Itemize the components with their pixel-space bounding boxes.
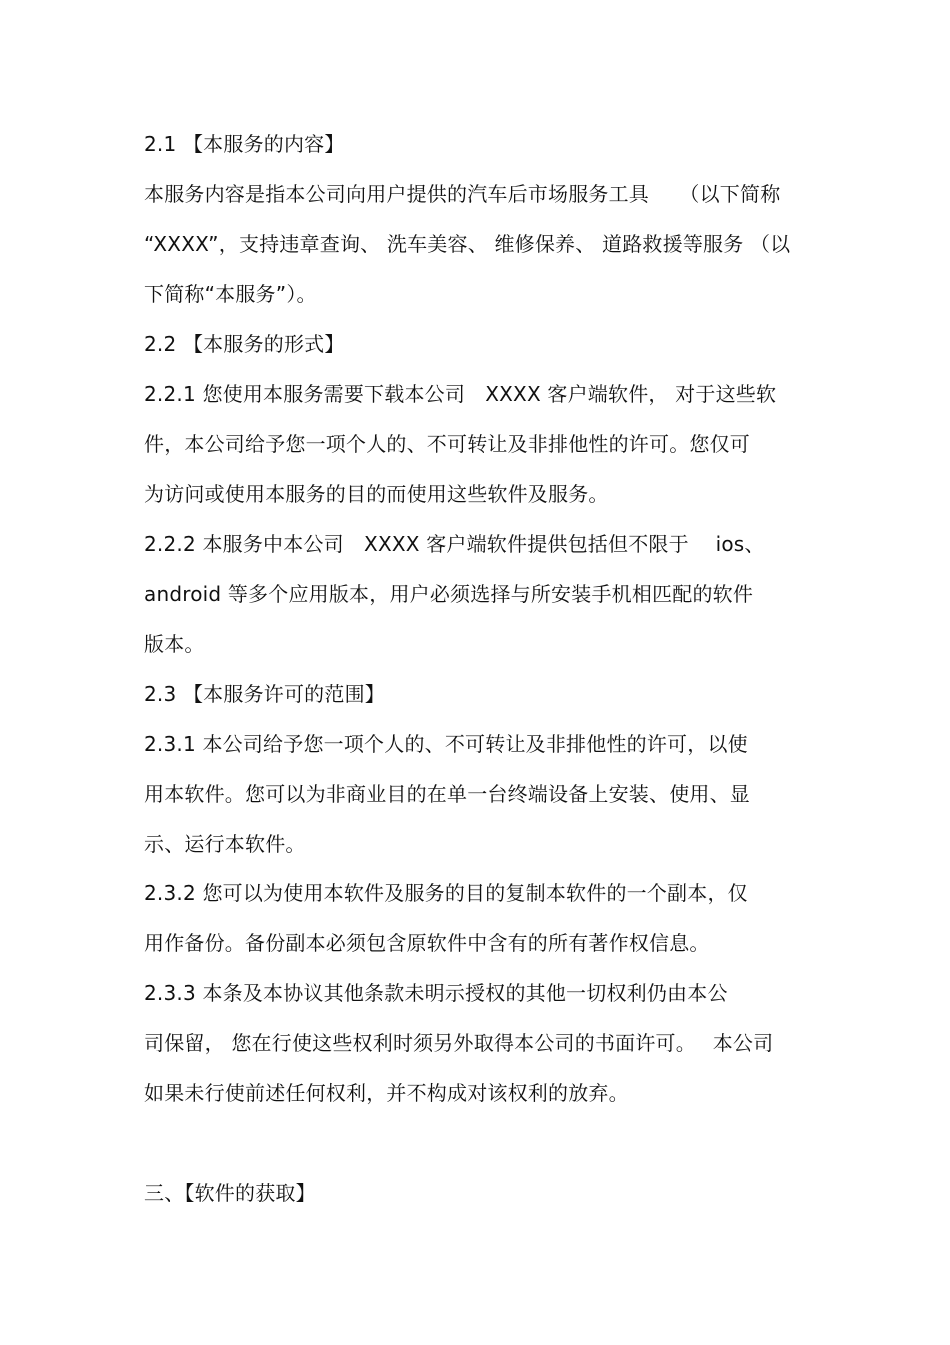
paragraph-line: 用作备份。备份副本必须包含原软件中含有的所有著作权信息。 (144, 931, 710, 955)
paragraph-line: 用本软件。您可以为非商业目的在单一台终端设备上安装、使用、显 (144, 782, 750, 806)
paragraph-line: “XXXX”，支持违章查询、 洗车美容、 维修保养、 道路救援等服务 （以 (144, 232, 791, 256)
paragraph-line: 2.3.2 您可以为使用本软件及服务的目的复制本软件的一个副本，仅 (144, 881, 748, 905)
paragraph-line: 2.3.3 本条及本协议其他条款未明示授权的其他一切权利仍由本公 (144, 981, 728, 1005)
paragraph-line: 2.3.1 本公司给予您一项个人的、不可转让及非排他性的许可，以使 (144, 732, 748, 756)
paragraph-line: 2.2.1 您使用本服务需要下载本公司 XXXX 客户端软件， 对于这些软 (144, 382, 777, 406)
paragraph-line: 件，本公司给予您一项个人的、不可转让及非排他性的许可。您仅可 (144, 432, 750, 456)
paragraph-line: 本服务内容是指本公司向用户提供的汽车后市场服务工具 （以下简称 (144, 182, 781, 206)
paragraph-line: 下简称“本服务”）。 (144, 282, 317, 306)
section-heading-2-2: 2.2 【本服务的形式】 (144, 332, 345, 356)
paragraph-line: 为访问或使用本服务的目的而使用这些软件及服务。 (144, 482, 609, 506)
section-heading-2-1: 2.1 【本服务的内容】 (144, 132, 345, 156)
chapter-heading-3: 三、【软件的获取】 (144, 1181, 316, 1205)
paragraph-line: 版本。 (144, 632, 205, 656)
paragraph-line: 示、运行本软件。 (144, 832, 306, 856)
section-heading-2-3: 2.3 【本服务许可的范围】 (144, 682, 385, 706)
paragraph-line: 2.2.2 本服务中本公司 XXXX 客户端软件提供包括但不限于 ios、 (144, 532, 765, 556)
paragraph-line: android 等多个应用版本，用户必须选择与所安装手机相匹配的软件 (144, 582, 754, 606)
paragraph-line: 如果未行使前述任何权利，并不构成对该权利的放弃。 (144, 1081, 629, 1105)
paragraph-line: 司保留， 您在行使这些权利时须另外取得本公司的书面许可。 本公司 (144, 1031, 774, 1055)
